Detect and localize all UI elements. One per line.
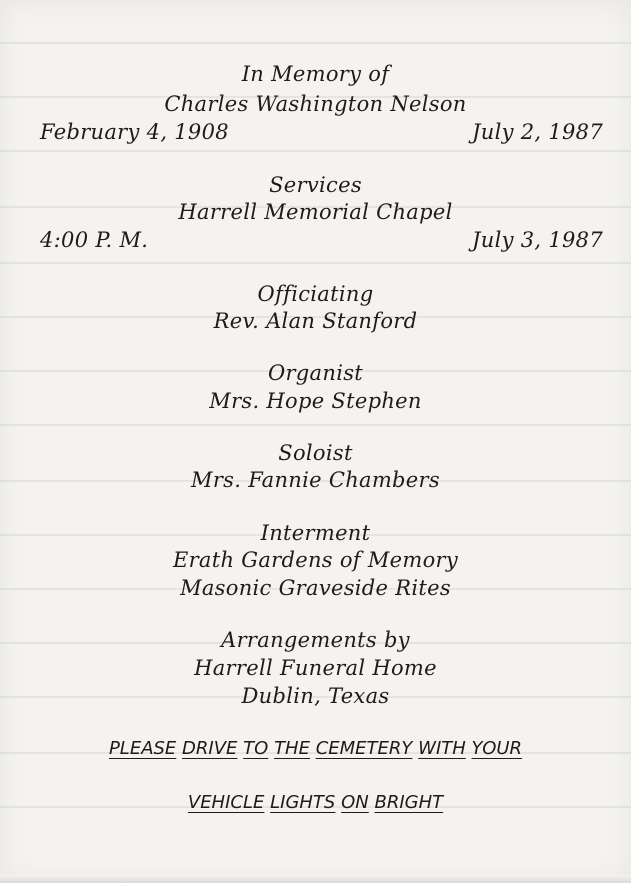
memorial-heading: In Memory of — [241, 62, 390, 86]
officiating-name: Rev. Alan Stanford — [213, 309, 418, 333]
services-heading: Services — [269, 173, 362, 197]
interment-rites: Masonic Graveside Rites — [180, 576, 451, 600]
page-bottom-edge — [0, 875, 631, 883]
death-date: July 2, 1987 — [472, 120, 603, 144]
officiating-heading: Officiating — [257, 282, 374, 306]
deceased-name: Charles Washington Nelson — [164, 92, 467, 116]
notice-word: YOUR — [471, 738, 523, 759]
notice-word: WITH — [418, 738, 466, 759]
notice-word: LIGHTS — [270, 792, 336, 813]
notice-word: BRIGHT — [374, 792, 444, 813]
notice-word: ON — [341, 792, 369, 813]
notice-word: THE — [274, 738, 310, 759]
interment-place: Erath Gardens of Memory — [172, 548, 459, 572]
interment-heading: Interment — [260, 521, 371, 545]
notice-line-2 — [0, 792, 631, 813]
funeral-home-city: Dublin, Texas — [241, 684, 390, 708]
soloist-name: Mrs. Fannie Chambers — [191, 468, 440, 492]
birth-date: February 4, 1908 — [40, 120, 229, 144]
services-location: Harrell Memorial Chapel — [178, 200, 453, 224]
notice-word: VEHICLE — [187, 792, 265, 813]
arrangements-heading: Arrangements by — [221, 628, 410, 652]
soloist-heading: Soloist — [278, 441, 353, 465]
funeral-home-name: Harrell Funeral Home — [194, 656, 437, 680]
notice-word: DRIVE — [182, 738, 238, 759]
services-date: July 3, 1987 — [472, 228, 603, 252]
services-time: 4:00 P. M. — [40, 228, 149, 252]
notice-word: PLEASE — [108, 738, 177, 759]
organist-name: Mrs. Hope Stephen — [209, 389, 422, 413]
organist-heading: Organist — [267, 361, 364, 385]
notice-word: CEMETERY — [315, 738, 413, 759]
notice-word: TO — [243, 738, 269, 759]
notice-line-1 — [0, 738, 631, 759]
